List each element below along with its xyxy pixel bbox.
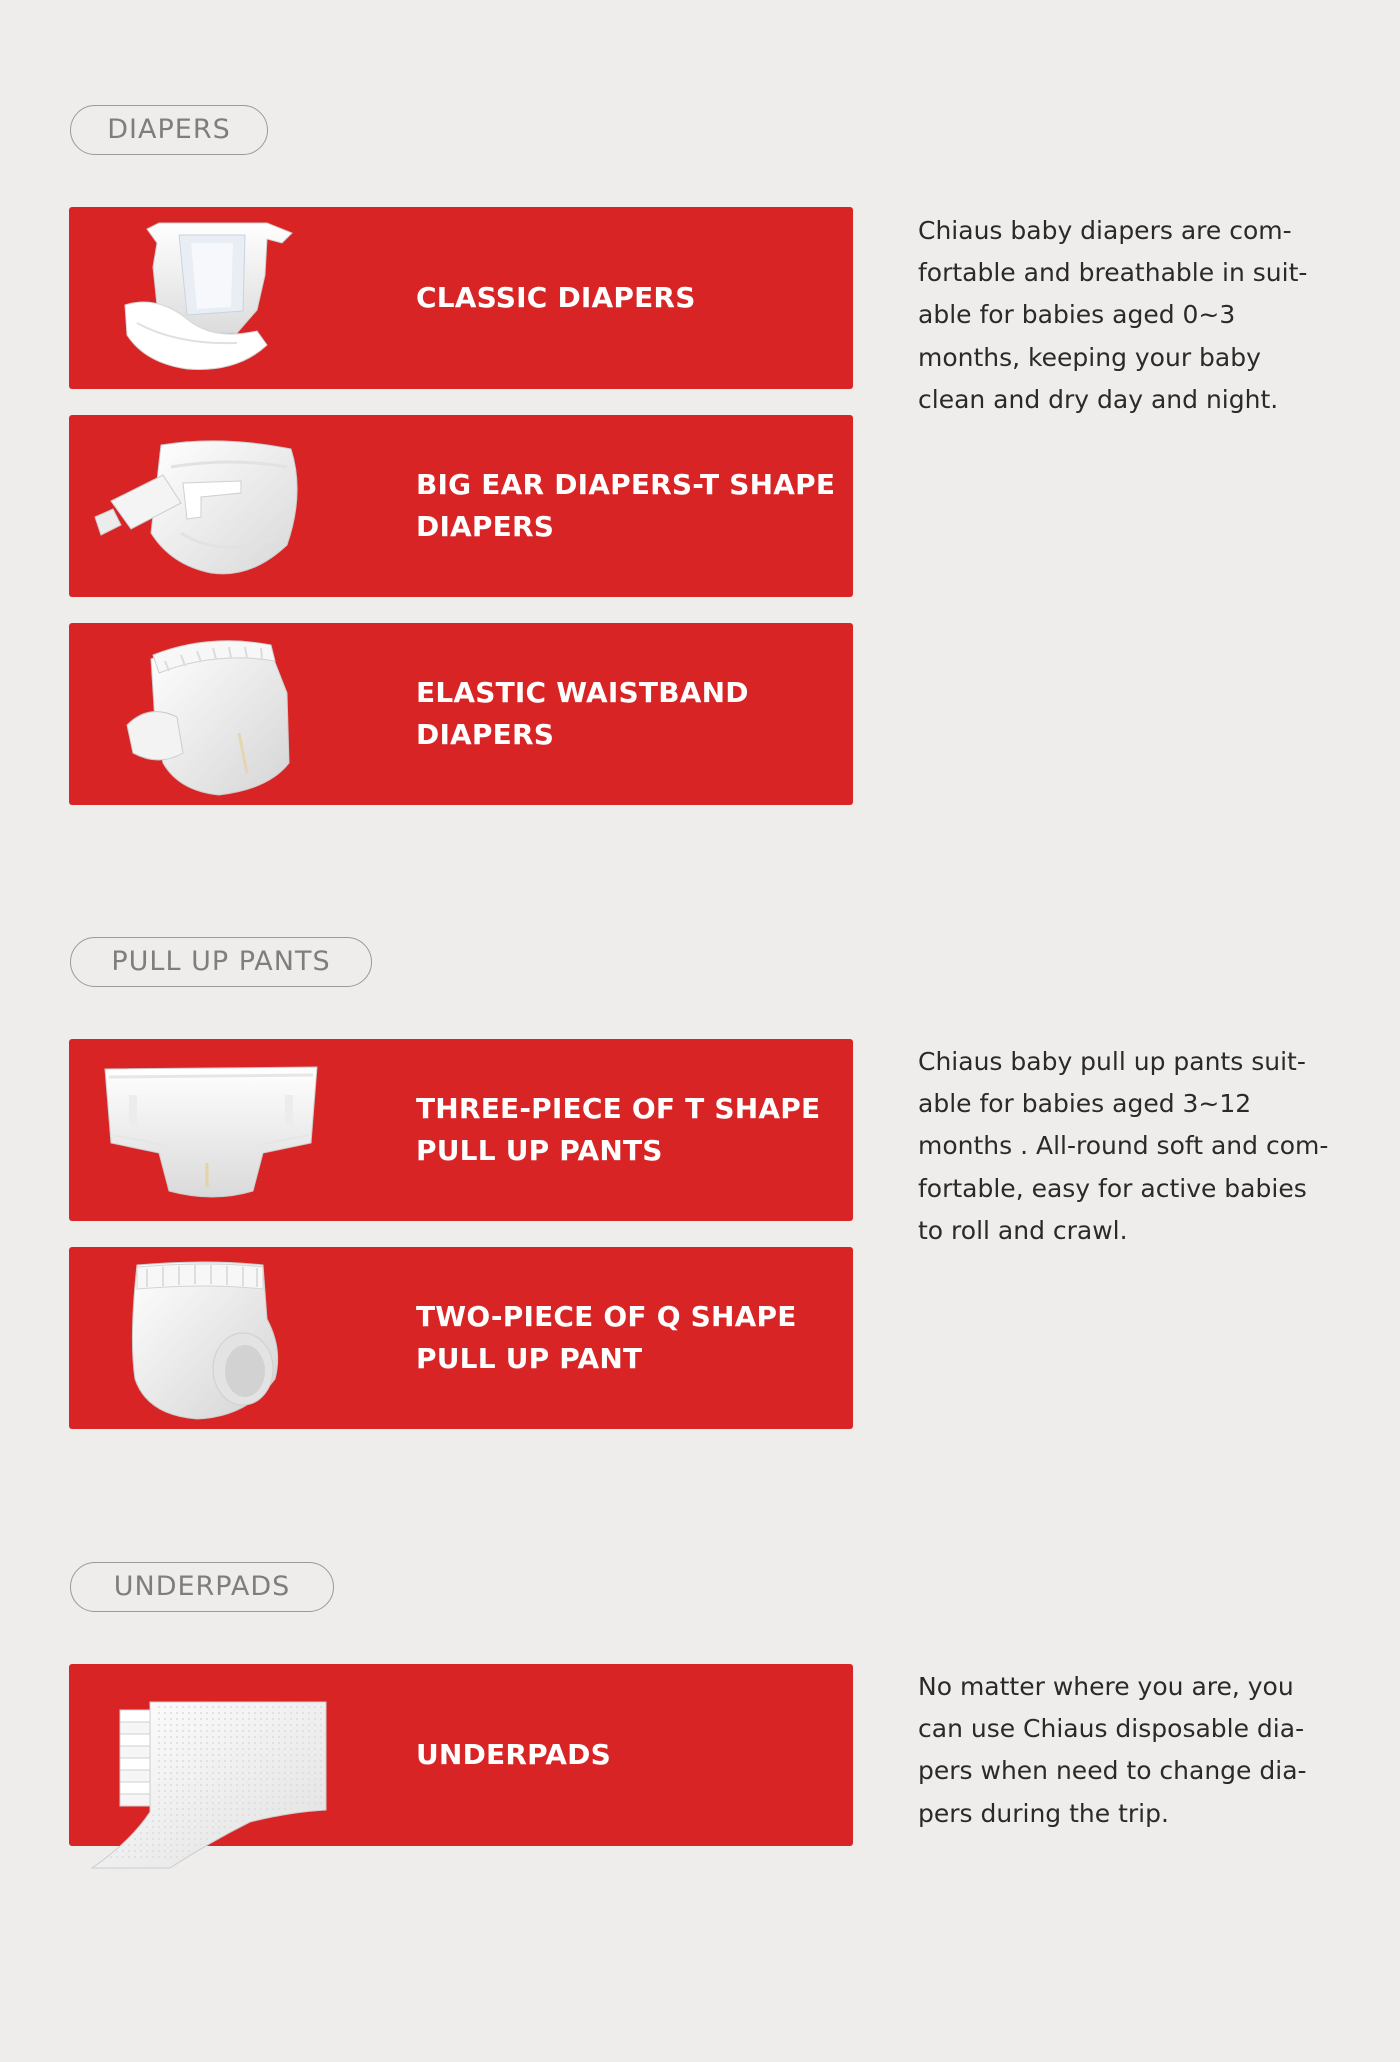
section-tag-pull-up-pants: PULL UP PANTS — [70, 937, 372, 987]
section-tag-diapers: DIAPERS — [70, 105, 268, 155]
diapers-description: Chiaus baby diapers are com- fortable and breathable in suit- able for babies aged 0~3 months, keeping your baby clean and dry day and night. — [918, 216, 1308, 414]
section-tag-underpads: UNDERPADS — [70, 1562, 334, 1612]
product-label: CLASSIC DIAPERS — [416, 281, 696, 314]
product-label: UNDERPADS — [416, 1738, 611, 1771]
pull-up-pants-description: Chiaus baby pull up pants suit- able for babies aged 3~12 months . All-round soft and com- fortable, easy for active babies to roll and crawl. — [918, 1047, 1329, 1245]
underpads-description: No matter where you are, you can use Chiaus disposable dia- pers when need to change dia- pers during the trip. — [918, 1672, 1307, 1828]
product-label: THREE-PIECE OF T SHAPE PULL UP PANTS — [416, 1092, 821, 1167]
product-label: BIG EAR DIAPERS-T SHAPE DIAPERS — [416, 468, 836, 543]
product-label: TWO-PIECE OF Q SHAPE PULL UP PANT — [416, 1300, 797, 1375]
underpads-stack-icon — [90, 1692, 332, 1872]
product-label: ELASTIC WAISTBAND DIAPERS — [416, 676, 749, 751]
